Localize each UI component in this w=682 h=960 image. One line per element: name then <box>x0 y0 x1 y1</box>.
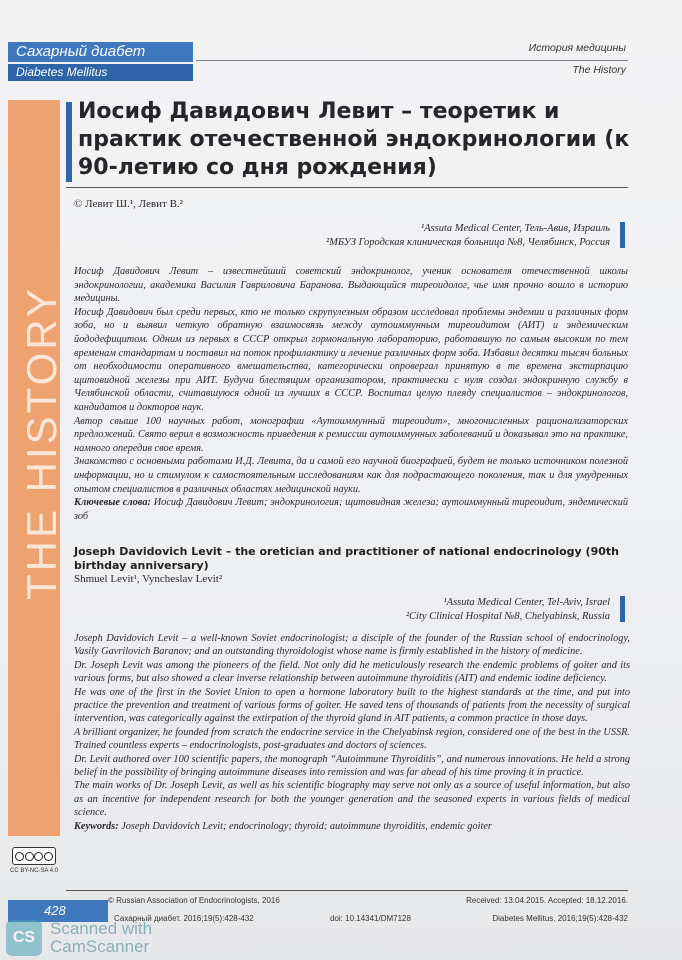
copyright: © Russian Association of Endocrinologists, 2016 <box>108 896 280 905</box>
keywords-label-ru: Ключевые слова: <box>74 497 151 509</box>
citation-en: Diabetes Mellitus. 2016;19(5):428-432 <box>492 914 628 923</box>
affiliations-ru <box>326 222 610 250</box>
abstract-en-paragraph: A brilliant organizer, he founded from scratch the endocrine service in the Chelyabinsk region, considered one of the best in the USSR. Trained countless experts – endocrinologists, post-graduates and doctors of sciences. <box>74 726 630 752</box>
abstract-ru-paragraph: Иосиф Давидович был среди первых, кто не только скрупулезным образом исследовал проблемы эндемии и различных форм зоба, но и выявил четкую обратную взаимосвязь между аутоиммунным тиреоидитом (АИТ) и эндемическим йододефицитом. Одним из первых в СССР открыл гормональную лабораторию, работавшую по самым высоким по тем временам стандартам и поставил на поток профилактику и лечение различных форм зоба. Избавил десятки тысяч больных от необходимости оперативного вмешательства, категорически опровергал принятую в те времена экстирпацию щитовидной железы при АИТ. Будучи блестящим организатором, практически с нуля создал эндокринную службу в Челябинской области, считавшуюся одной из лучших в СССР. Воспитал целую плеяду специалистов – эндокринологов, кандидатов и докторов наук. <box>74 306 628 413</box>
watermark-line-1: Scanned with <box>50 919 153 938</box>
affiliations-en <box>406 596 610 624</box>
keywords-en <box>74 820 630 833</box>
brand-title-ru: Сахарный диабет <box>8 42 193 62</box>
abstract-ru-paragraph: Иосиф Давидович Левит – известнейший советский эндокринолог, ученик основателя отечественной школы эндокринологии, академика Василия Гавриловича Баранова. Выдающийся тиреоидолог, чье имя прочно вошло в историю медицины. <box>74 266 628 305</box>
watermark-line-2: CamScanner <box>50 937 150 956</box>
citation-ru: Сахарный диабет. 2016;19(5):428-432 <box>114 914 254 923</box>
affiliation-2-en: ²City Clinical Hospital №8, Chelyabinsk, Russia <box>405 611 610 622</box>
history-sidebar: THE HISTORY <box>8 100 60 836</box>
abstract-ru <box>74 265 628 523</box>
keywords-text-ru: Иосиф Давидович Левит; эндокринология; щитовидная железа; аутоиммунный тиреоидит, эндемический зоб <box>74 497 628 522</box>
section-label-ru: История медицины <box>528 42 626 54</box>
keywords-ru <box>74 496 628 523</box>
camscanner-logo-icon: CS <box>6 920 42 956</box>
keywords-text-en: Joseph Davidovich Levit; endocrinology; thyroid; autoimmune thyroiditis, endemic goiter <box>121 820 492 832</box>
affiliation-2-ru: ²МБУЗ Городская клиническая больница №8, Челябинск, Россия <box>326 237 610 248</box>
received-dates: Received: 13.04.2015. Accepted: 18.12.2016. <box>466 896 628 905</box>
affiliation-1-ru: ¹Assuta Medical Center, Тель-Авив, Израиль <box>421 223 610 234</box>
abstract-en-paragraph: He was one of the first in the Soviet Union to open a hormone laboratory built to the highest standards at the time, and put into practice the prevention and treatment of various forms of goiter. He saved tens of thousands of patients from the necessity of surgical intervention, was categorically against the extirpation of the thyroid gland in AIT patients, a common practice in those days. <box>74 686 630 725</box>
abstract-en-paragraph: Dr. Levit authored over 100 scientific papers, the monograph “Autoimmune Thyroiditis”, and numerous innovations. He held a strong belief in the possibility of bringing autoimmune diseases into remission and was far ahead of his time proving it in practice. <box>74 753 630 779</box>
abstract-en-paragraph: Dr. Joseph Levit was among the pioneers of the field. Not only did he meticulously research the endemic problems of goiter and its various forms, but also showed a clear inverse relationship between autoimmune thyroiditis (AIT) and endemic iodine deficiency. <box>74 659 630 685</box>
journal-brand <box>8 42 193 81</box>
abstract-en-paragraph: Joseph Davidovich Levit – a well-known Soviet endocrinologist; a disciple of the founder of the Russian school of endocrinology, Vasily Gavrilovich Baranov; and an outstanding thyroidologist whose name is firmly established in the history of medicine. <box>74 633 630 658</box>
brand-title-en: Diabetes Mellitus <box>8 64 193 81</box>
keywords-label-en: Keywords: <box>74 820 119 832</box>
header-divider <box>196 60 628 61</box>
page-number: 428 <box>8 900 108 922</box>
authors-en: Shmuel Levit¹, Vyncheslav Levit² <box>74 573 223 585</box>
abstract-ru-paragraph: Знакомство с основными работами И.Д. Левита, да и самой его научной биографией, будет не только источником полезной информации, но и стимулом к самостоятельным исследованиям как для подрастающего поколения, так и для умудренных опытом специалистов в различных областях медицинской науки. <box>74 456 628 495</box>
abstract-en <box>74 632 630 833</box>
article-title-en: Joseph Davidovich Levit – the oretician and practitioner of national endocrinology (90th birthday anniversary) <box>74 545 619 572</box>
authors-ru: © Левит Ш.¹, Левит В.² <box>74 198 183 210</box>
abstract-en-paragraph: The main works of Dr. Joseph Levit, as well as his scientific biography may serve not only as a source of useful information, but also as an incentive for independent research for both the younger generation and the seasoned experts in various fields of medical science. <box>74 780 630 819</box>
affiliation-marker <box>620 596 625 622</box>
title-accent-bar <box>66 102 72 182</box>
title-divider <box>66 187 628 188</box>
section-label-en: The History <box>572 64 626 76</box>
affiliation-marker <box>620 222 625 248</box>
license-label: CC BY-NC-SA 4.0 <box>10 868 59 874</box>
abstract-ru-paragraph: Автор свыше 100 научных работ, монографии «Аутоиммунный тиреоидит», многочисленных рационализаторских предложений. Свято верил в возможность приведения к ремиссии аутоиммунных заболеваний и доказывал это на практике, намного опередив свое время. <box>74 415 628 454</box>
creative-commons-icon <box>12 847 56 865</box>
footer-divider <box>66 890 628 891</box>
article-title-ru: Иосиф Давидович Левит – теоретик и практик отечественной эндокринологии (к 90-летию со дня рождения) <box>78 99 630 180</box>
affiliation-1-en: ¹Assuta Medical Center, Tel-Aviv, Israel <box>443 597 610 608</box>
doi: doi: 10.14341/DM7128 <box>330 914 411 923</box>
scanner-watermark <box>0 916 230 960</box>
